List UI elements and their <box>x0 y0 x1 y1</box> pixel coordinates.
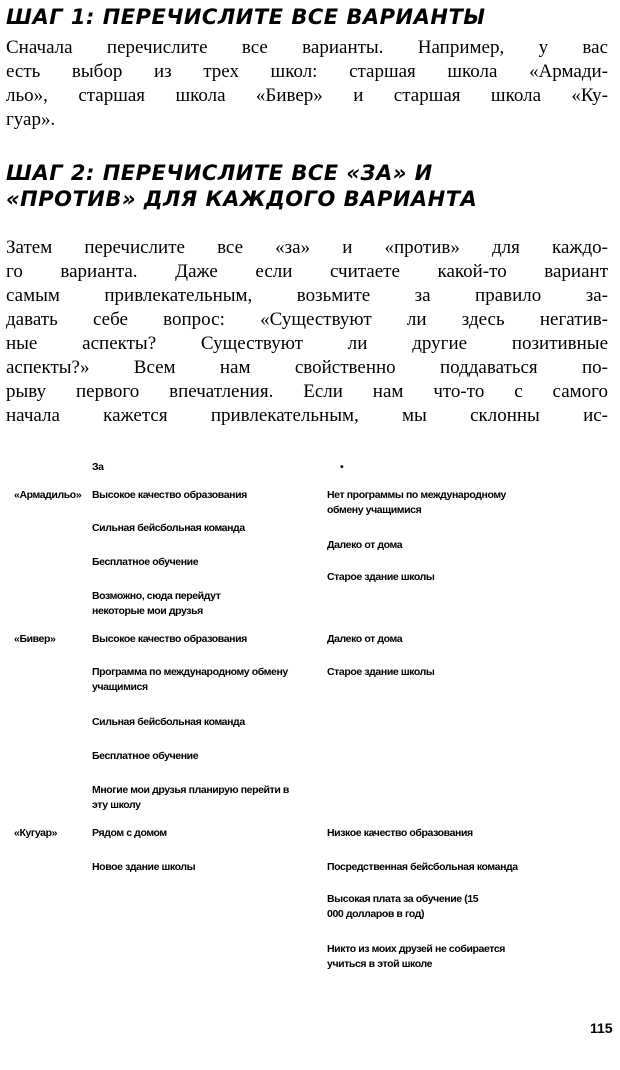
pro-item: Высокое качество образования <box>92 633 247 645</box>
con-item: Низкое качество образования <box>327 827 473 839</box>
text-line: аспекты?» Всем нам свойственно поддаваться по- <box>6 357 608 378</box>
con-item: Никто из моих друзей не собирается учиться в этой школе <box>327 943 506 970</box>
step1-heading: ШАГ 1: ПЕРЕЧИСЛИТЕ ВСЕ ВАРИАНТЫ <box>6 5 486 29</box>
pro-item: Бесплатное обучение <box>92 750 199 762</box>
step1-paragraph <box>6 36 608 132</box>
con-item: Старое здание школы <box>327 666 435 678</box>
pro-item: Бесплатное обучение <box>92 556 199 568</box>
page-number: 115 <box>590 1020 613 1036</box>
text-line: самым привлекательным, возьмите за правило за- <box>6 285 608 306</box>
step2-heading-line2: «ПРОТИВ» ДЛЯ КАЖДОГО ВАРИАНТА <box>6 187 478 211</box>
con-item: Далеко от дома <box>327 633 403 645</box>
text-line: Затем перечислите все «за» и «против» для каждо- <box>6 237 608 258</box>
step2-paragraph <box>6 236 608 428</box>
text-line: есть выбор из трех школ: старшая школа «Армади- <box>6 61 608 82</box>
pro-item: Программа по международному обмену учащимися <box>92 666 288 693</box>
pro-item: Многие мои друзья планирую перейти в эту школу <box>92 784 289 811</box>
con-item: Старое здание школы <box>327 571 435 583</box>
pro-item: Новое здание школы <box>92 861 196 873</box>
text-line: Сначала перечислите все варианты. Например, у вас <box>6 37 608 58</box>
text-line: гуар». <box>6 109 56 130</box>
pro-item: Рядом с домом <box>92 827 167 839</box>
pro-item: Сильная бейсбольная команда <box>92 522 245 534</box>
pros-column-header: За <box>92 461 104 473</box>
text-line: начала кажется привлекательным, мы склонны ис- <box>6 405 608 426</box>
text-line: давать себе вопрос: «Существуют ли здесь негатив- <box>6 309 608 330</box>
text-line: рыву первого впечатления. Если нам что-то с самого <box>6 381 608 402</box>
pro-item: Высокое качество образования <box>92 489 247 501</box>
text-line: го варианта. Даже если считаете какой-то вариант <box>6 261 608 282</box>
pro-item: Возможно, сюда перейдут некоторые мои друзья <box>92 590 221 617</box>
step2-heading-line1: ШАГ 2: ПЕРЕЧИСЛИТЕ ВСЕ «ЗА» И <box>6 161 433 185</box>
pros-cons-table <box>0 456 620 996</box>
school-name-cougar: «Кугуар» <box>14 827 58 839</box>
text-line: ные аспекты? Существуют ли другие позитивные <box>6 333 608 354</box>
pro-item: Сильная бейсбольная команда <box>92 716 245 728</box>
text-line: льо», старшая школа «Бивер» и старшая школа «Ку- <box>6 85 608 106</box>
school-name-beaver: «Бивер» <box>14 633 56 645</box>
con-item: Далеко от дома <box>327 539 403 551</box>
con-item: Нет программы по международному обмену учащимися <box>327 489 506 516</box>
con-item: Посредственная бейсбольная команда <box>327 861 518 873</box>
school-name-armadillo: «Армадильо» <box>14 489 82 501</box>
con-item: Высокая плата за обучение (15 000 долларов в год) <box>327 893 479 920</box>
cons-column-header: • <box>340 461 344 473</box>
